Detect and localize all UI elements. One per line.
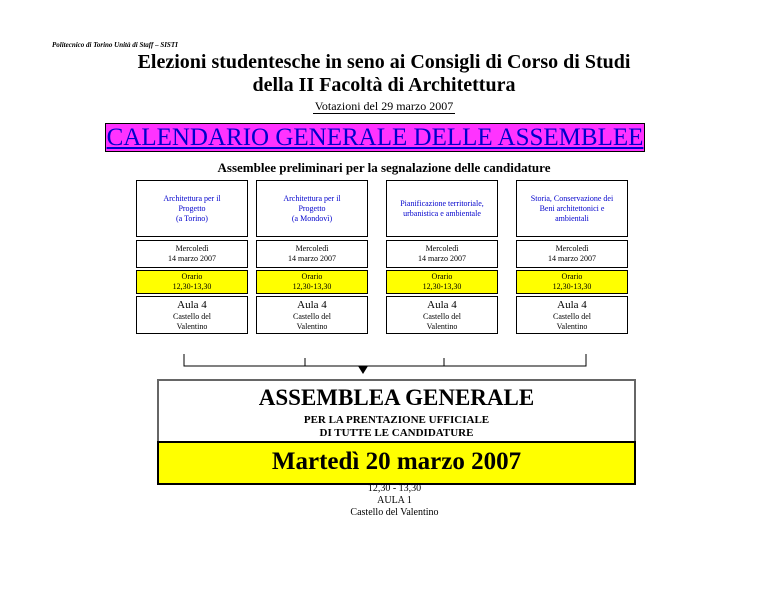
general-assembly-room: AULA 1 — [377, 495, 412, 506]
voting-date-text: Votazioni del 29 marzo 2007 — [314, 99, 454, 113]
assembly-date-text: 14 marzo 2007 — [418, 254, 466, 263]
time-label: Orario — [431, 272, 453, 281]
place-line1: Castello del — [293, 312, 331, 321]
calendar-title-banner: CALENDARIO GENERALE DELLE ASSEMBLEE — [106, 124, 644, 151]
course-name-line1: Architettura per il — [163, 193, 221, 203]
assembly-room: Aula 4 — [386, 296, 498, 313]
general-assembly-sub-line1: PER LA PRENTAZIONE UFFICIALE — [303, 414, 490, 426]
time-value: 12,30-13,30 — [422, 282, 462, 291]
assembly-date-text: 14 marzo 2007 — [548, 254, 596, 263]
time-value: 12,30-13,30 — [292, 282, 332, 291]
general-assembly-sub-line2: DI TUTTE LE CANDIDATURE — [319, 427, 474, 439]
assembly-time — [516, 270, 628, 294]
assembly-room: Aula 4 — [256, 296, 368, 313]
place-line2: Valentino — [426, 322, 458, 331]
course-name-line2: Beni architettonici e — [539, 203, 605, 213]
time-label: Orario — [301, 272, 323, 281]
assembly-time — [386, 270, 498, 294]
course-name-line3: (a Mondovì) — [291, 213, 333, 223]
assembly-day: Mercoledì — [425, 244, 459, 253]
general-assembly-time: 12,30 - 13,30 — [367, 483, 422, 494]
course-name-line3: ambientali — [555, 213, 589, 223]
course-name-line1: Pianificazione territoriale, — [400, 198, 484, 208]
assembly-day: Mercoledì — [175, 244, 209, 253]
time-value: 12,30-13,30 — [552, 282, 592, 291]
assembly-date-text: 14 marzo 2007 — [168, 254, 216, 263]
assembly-place — [516, 311, 628, 334]
down-arrow-icon — [358, 366, 368, 374]
course-name-line2: urbanistica e ambientale — [403, 208, 481, 218]
connector-line — [184, 354, 586, 366]
assembly-place — [256, 311, 368, 334]
course-name-line1: Architettura per il — [283, 193, 341, 203]
assembly-date — [516, 240, 628, 268]
assembly-date — [256, 240, 368, 268]
assembly-place — [386, 311, 498, 334]
time-label: Orario — [181, 272, 203, 281]
place-line1: Castello del — [423, 312, 461, 321]
general-assembly-place: Castello del Valentino — [350, 507, 439, 518]
assembly-time — [256, 270, 368, 294]
course-name — [136, 180, 248, 237]
general-assembly-title: ASSEMBLEA GENERALE — [258, 385, 535, 410]
assembly-room: Aula 4 — [136, 296, 248, 313]
time-label: Orario — [561, 272, 583, 281]
assembly-place — [136, 311, 248, 334]
course-name-line2: Progetto — [298, 203, 326, 213]
assembly-date — [136, 240, 248, 268]
general-assembly-box — [157, 379, 636, 445]
course-name — [256, 180, 368, 237]
place-line2: Valentino — [176, 322, 208, 331]
assembly-date-text: 14 marzo 2007 — [288, 254, 336, 263]
course-name-line2: Progetto — [178, 203, 206, 213]
place-line1: Castello del — [553, 312, 591, 321]
voting-date-subtitle — [0, 99, 768, 114]
assembly-time — [136, 270, 248, 294]
course-name-line3: (a Torino) — [176, 213, 208, 223]
assembly-day: Mercoledì — [555, 244, 589, 253]
course-name — [386, 180, 498, 237]
assembly-room: Aula 4 — [516, 296, 628, 313]
assembly-day: Mercoledì — [295, 244, 329, 253]
course-name-line1: Storia, Conservazione dei — [530, 193, 614, 203]
general-assembly-date: Martedì 20 marzo 2007 — [157, 441, 636, 485]
place-line1: Castello del — [173, 312, 211, 321]
org-header: Politecnico di Torino Unità di Staff – SISTI — [52, 41, 178, 49]
place-line2: Valentino — [556, 322, 588, 331]
place-line2: Valentino — [296, 322, 328, 331]
page-title-line2: della II Facoltà di Architettura — [252, 74, 516, 96]
page-title-line1: Elezioni studentesche in seno ai Consigli di Corso di Studi — [137, 51, 631, 73]
assembly-date — [386, 240, 498, 268]
time-value: 12,30-13,30 — [172, 282, 212, 291]
preliminary-heading: Assemblee preliminari per la segnalazione delle candidature — [217, 160, 551, 175]
course-name — [516, 180, 628, 237]
